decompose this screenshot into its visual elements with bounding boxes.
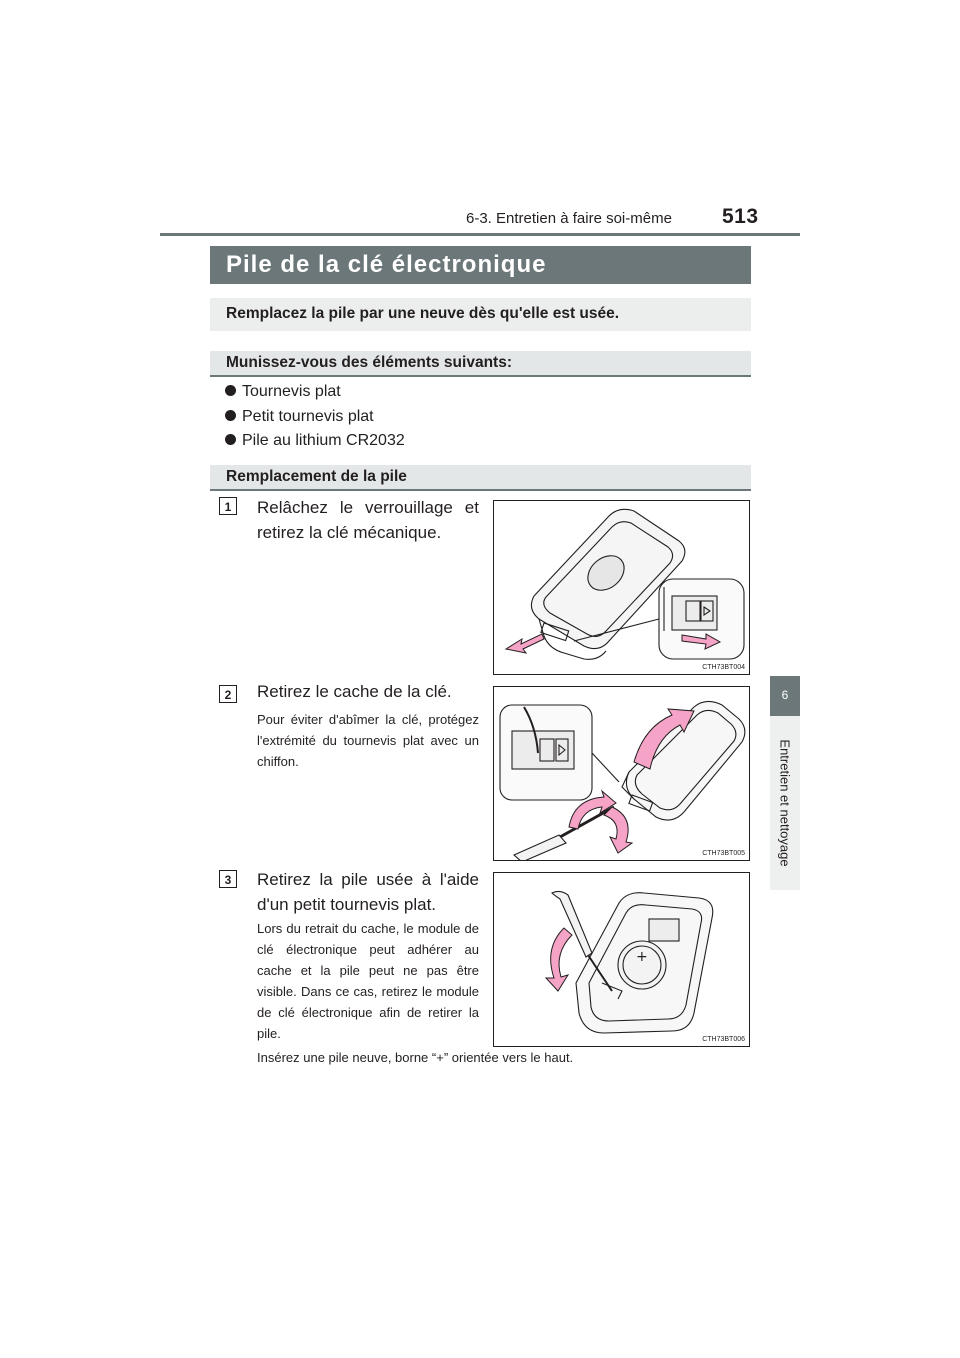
step-note: Lors du retrait du cache, le module de clé électronique peut adhérer au cache et la pile peut ne pas être visible. Dans ce cas, retirez le module de clé électronique afin de retirer la pile. [257, 921, 479, 1041]
figure-remove-mechanical-key [493, 500, 750, 675]
step-number: 1 [219, 497, 237, 515]
figure-remove-cover [493, 686, 750, 861]
section-title: 6-3. Entretien à faire soi-même [466, 210, 672, 227]
final-note: Insérez une pile neuve, borne “+” orientée vers le haut. [257, 1050, 574, 1065]
key-cover-illustration [494, 687, 750, 861]
chapter-label: Entretien et nettoyage [777, 739, 793, 867]
bullet-dot [225, 434, 236, 445]
page-title: Pile de la clé électronique [226, 251, 547, 278]
bullet-dot [225, 410, 236, 421]
figure-code: CTH73BT006 [702, 1036, 745, 1043]
figure-code: CTH73BT004 [702, 664, 745, 671]
step-number: 2 [219, 685, 237, 703]
battery-removal-illustration [494, 873, 750, 1047]
step-number: 3 [219, 870, 237, 888]
items-heading-band [210, 351, 751, 377]
page-number: 513 [722, 205, 759, 228]
step-note: Pour éviter d'abîmer la clé, protégez l'extrémité du tournevis plat avec un chiffon. [257, 712, 479, 769]
list-item: Petit tournevis plat [225, 408, 374, 426]
bullet-dot [225, 385, 236, 396]
list-item: Pile au lithium CR2032 [225, 432, 405, 450]
header-rule [160, 233, 800, 236]
chapter-tab [770, 676, 800, 716]
procedure-heading: Remplacement de la pile [226, 468, 407, 485]
title-band [210, 246, 751, 284]
step-text: Relâchez le verrouillage et retirez la clé mécanique. [257, 498, 479, 542]
intro-text: Remplacez la pile par une neuve dès qu'elle est usée. [226, 305, 620, 322]
step-text: Retirez la pile usée à l'aide d'un petit tournevis plat. [257, 870, 479, 914]
intro-box [210, 298, 751, 331]
list-item: Tournevis plat [225, 383, 341, 401]
procedure-heading-band [210, 465, 751, 491]
step-text: Retirez le cache de la clé. [257, 682, 452, 701]
key-fob-illustration [494, 501, 750, 675]
chapter-label-wrap [770, 716, 800, 890]
figure-remove-battery [493, 872, 750, 1047]
battery-plus-mark: + [636, 949, 648, 965]
figure-code: CTH73BT005 [702, 850, 745, 857]
items-heading: Munissez-vous des éléments suivants: [226, 354, 512, 371]
chapter-number: 6 [781, 688, 789, 702]
